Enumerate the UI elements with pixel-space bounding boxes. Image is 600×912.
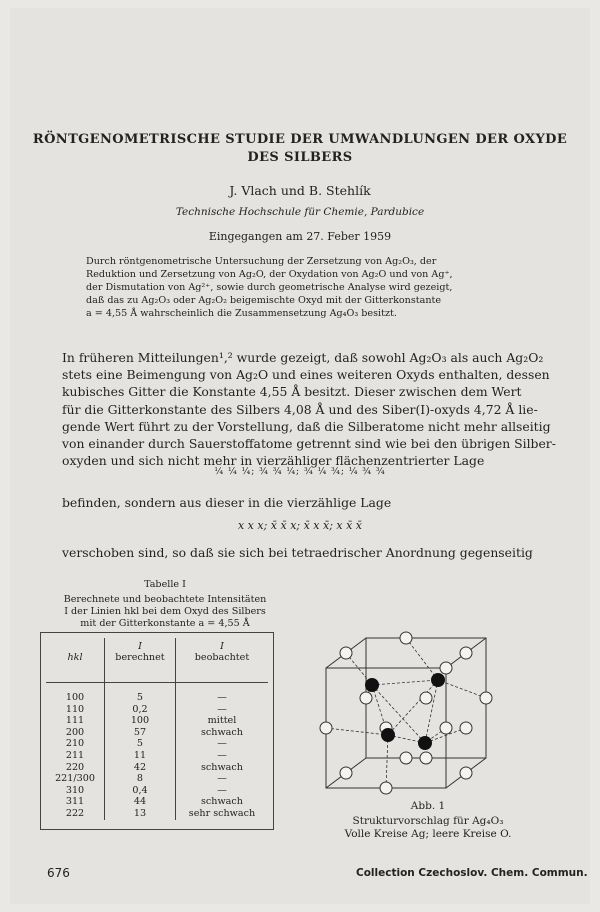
table-subcaption: I der Linien hkl bei dem Oxyd des Silbers	[64, 606, 266, 617]
cell-observed: schwach	[201, 726, 243, 738]
coordinate-formula: x x x; x̄ x̄ x; x̄ x x̄; x x̄ x̄	[237, 519, 363, 532]
abstract-line: der Dismutation von Ag²⁺, sowie durch geometrische Analyse wird gezeigt,	[86, 282, 453, 293]
intensity-table	[46, 638, 268, 820]
cell-hkl: 111	[46, 715, 105, 727]
body-line: von einander durch Sauerstoffatome getrennt sind wie bei den übrigen Silber-	[62, 436, 556, 452]
cell-observed: —	[217, 784, 227, 796]
body-paragraph-3: verschoben sind, so daß sie sich bei tetraedrischer Anordnung gegenseitig	[62, 545, 533, 560]
cell-calculated: 0,2	[105, 704, 176, 716]
table-body	[46, 682, 268, 820]
cell-hkl: 100	[46, 692, 105, 704]
table-row	[46, 750, 268, 762]
cell-hkl: 310	[46, 785, 105, 797]
table-row	[46, 796, 268, 808]
cell-observed: sehr schwach	[188, 807, 256, 819]
table-row	[46, 704, 268, 716]
cell-hkl: 110	[46, 704, 105, 716]
cell-observed: schwach	[201, 796, 243, 808]
cell-hkl: 200	[46, 727, 105, 739]
abstract-line: Reduktion und Zersetzung von Ag₂O, der Oxydation von Ag₂O und von Ag⁺,	[86, 269, 453, 280]
body-line: stets eine Beimengung von Ag₂O und eines weiteren Oxyds enthalten, dessen	[62, 367, 550, 383]
cell-hkl: 221/300	[46, 773, 105, 785]
cell-hkl: 220	[46, 762, 105, 774]
authors: J. Vlach und B. Stehlík	[229, 183, 371, 198]
table-row	[46, 773, 268, 785]
table-row	[46, 808, 268, 820]
cell-calculated: 8	[105, 773, 176, 785]
body-line: für die Gitterkonstante des Silbers 4,08 Å und des Siber(I)-oxyds 4,72 Å lie-	[62, 401, 538, 417]
cell-calculated: 11	[105, 750, 176, 762]
cell-calculated: 44	[105, 796, 176, 808]
figure-label: Abb. 1	[410, 800, 446, 812]
cell-calculated: 100	[105, 715, 176, 727]
header-i: I	[138, 641, 142, 652]
cell-observed: —	[217, 692, 227, 703]
header-berechnet: berechnet	[115, 652, 165, 663]
table-row	[46, 762, 268, 774]
table-row	[46, 692, 268, 704]
cell-observed: —	[217, 703, 227, 715]
abstract-line: daß das zu Ag₂O₃ oder Ag₂O₂ beigemischte Oxyd mit der Gitterkonstante	[86, 295, 442, 306]
header-i: I	[220, 641, 224, 652]
abstract-line: Durch röntgenometrische Untersuchung der Zersetzung von Ag₂O₃, der	[86, 256, 437, 267]
page-number: 676	[47, 866, 70, 880]
paper-title-line2: DES SILBERS	[247, 150, 353, 165]
cell-observed: mittel	[207, 715, 237, 727]
cell-observed: —	[217, 749, 227, 761]
header-hkl: hkl	[46, 638, 105, 682]
figure-caption-2: Volle Kreise Ag; leere Kreise O.	[344, 828, 512, 840]
abstract	[86, 255, 526, 320]
cell-observed: —	[217, 738, 227, 750]
cell-hkl: 311	[46, 796, 105, 808]
table-row	[46, 727, 268, 739]
cell-calculated: 42	[105, 762, 176, 774]
cell-hkl: 211	[46, 750, 105, 762]
header-observed	[175, 638, 268, 682]
body-line: kubisches Gitter die Konstante 4,55 Å besitzt. Dieser zwischen dem Wert	[62, 384, 522, 400]
crystal-structure-figure	[310, 628, 530, 798]
table-subcaption: Berechnete und beobachtete Intensitäten	[63, 594, 267, 605]
table-caption: Tabelle I	[144, 579, 186, 590]
institution: Technische Hochschule für Chemie, Pardubice	[175, 206, 425, 218]
header-calculated	[105, 638, 176, 682]
cell-calculated: 5	[105, 692, 176, 704]
table-row	[46, 738, 268, 750]
fraction-positions: ¼ ¼ ¼; ¾ ¾ ¼; ¾ ¼ ¾; ¼ ¾ ¾	[214, 467, 386, 477]
cell-observed: schwach	[201, 761, 243, 773]
cell-hkl: 222	[46, 808, 105, 820]
cell-calculated: 5	[105, 738, 176, 750]
cell-hkl: 210	[46, 738, 105, 750]
cell-calculated: 13	[105, 808, 176, 820]
table-subcaption: mit der Gitterkonstante a = 4,55 Å	[80, 618, 250, 629]
table-row	[46, 715, 268, 727]
body-line: In früheren Mitteilungen¹,² wurde gezeigt, daß sowohl Ag₂O₃ als auch Ag₂O₂	[62, 350, 544, 365]
abstract-line: a = 4,55 Å wahrscheinlich die Zusammensetzung Ag₄O₃ besitzt.	[86, 308, 397, 319]
body-paragraph-2: befinden, sondern aus dieser in die vierzählige Lage	[62, 495, 392, 510]
received-date: Eingegangen am 27. Feber 1959	[208, 230, 392, 243]
paper-title-line1: RÖNTGENOMETRISCHE STUDIE DER UMWANDLUNGEN DER OXYDE	[32, 132, 568, 147]
cell-observed: —	[217, 773, 227, 785]
journal-name: Collection Czechoslov. Chem. Commun.	[356, 867, 588, 879]
table-row	[46, 785, 268, 797]
header-beobachtet: beobachtet	[194, 652, 250, 663]
body-paragraph-1	[62, 349, 562, 469]
cell-calculated: 57	[105, 727, 176, 739]
body-line: oxyden und sich nicht mehr in vierzähliger flächenzentrierter Lage	[62, 453, 485, 469]
cell-calculated: 0,4	[105, 785, 176, 797]
figure-caption-1: Strukturvorschlag für Ag₄O₃	[352, 815, 504, 827]
body-line: gende Wert führt zu der Vorstellung, daß die Silberatome nicht mehr allseitig	[62, 418, 551, 434]
